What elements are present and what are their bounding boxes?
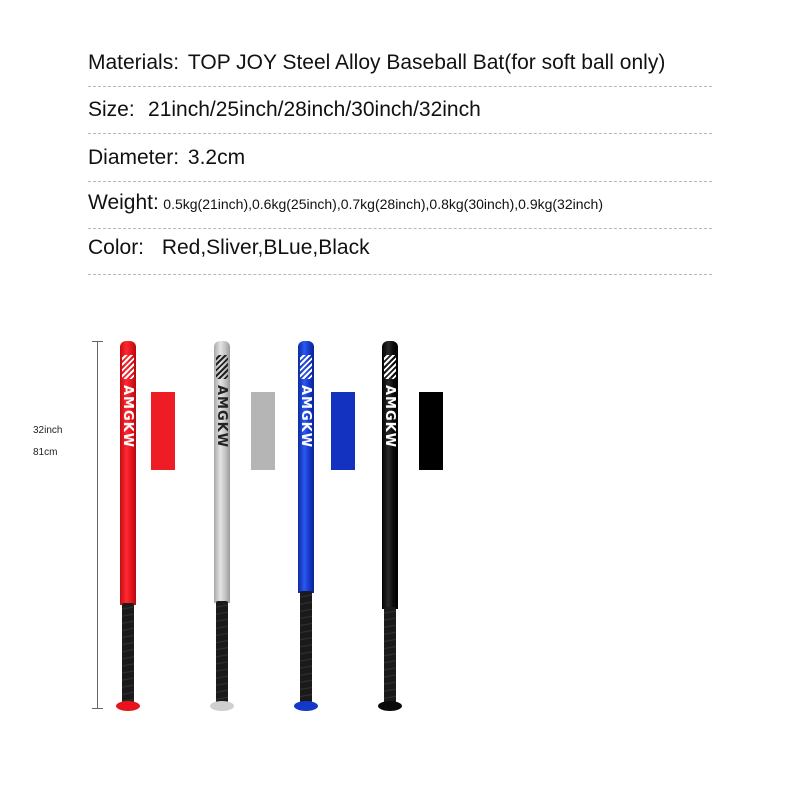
logo-stripes-icon: [300, 355, 312, 379]
bat-grip: [122, 603, 134, 703]
bat-barrel: [214, 341, 230, 603]
weight-value: 0.5kg(21inch),0.6kg(25inch),0.7kg(28inch),0.8kg(30inch),0.9kg(32inch): [163, 196, 603, 212]
bat-logo: AMGKW: [382, 385, 397, 449]
color-swatch-black: [419, 392, 443, 470]
dimension-line: [97, 341, 98, 709]
materials-label: Materials:: [88, 51, 180, 74]
spec-row-weight: [88, 188, 712, 229]
weight-label: Weight:: [88, 191, 159, 214]
spec-row-size: [88, 95, 712, 134]
logo-stripes-icon: [122, 355, 134, 379]
bat-grip: [384, 607, 396, 703]
spec-row-diameter: [88, 143, 712, 182]
spec-row-materials: [88, 48, 712, 87]
bat-knob: [294, 701, 318, 711]
materials-value: TOP JOY Steel Alloy Baseball Bat(for soft ball only): [187, 51, 666, 74]
bat-barrel: [120, 341, 136, 605]
dimension-cm-label: 81cm: [33, 447, 58, 458]
logo-stripes-icon: [216, 355, 228, 379]
bat-grip: [300, 591, 312, 703]
bat-logo: AMGKW: [120, 385, 135, 449]
size-label: Size:: [88, 98, 135, 121]
spec-row-color: [88, 233, 712, 275]
bat-grip: [216, 601, 228, 703]
logo-stripes-icon: [384, 355, 396, 379]
bat-barrel: [382, 341, 398, 609]
dimension-cap-top: [92, 341, 103, 342]
color-value: Red,Sliver,BLue,Black: [161, 236, 370, 259]
diameter-value: 3.2cm: [187, 146, 246, 169]
color-swatch-silver: [251, 392, 275, 470]
bat-logo: AMGKW: [298, 385, 313, 449]
color-swatch-red: [151, 392, 175, 470]
color-swatch-blue: [331, 392, 355, 470]
bat-knob: [116, 701, 140, 711]
color-label: Color:: [88, 236, 145, 259]
size-value: 21inch/25inch/28inch/30inch/32inch: [148, 98, 481, 121]
bat-knob: [210, 701, 234, 711]
bat-knob: [378, 701, 402, 711]
dimension-cap-bottom: [92, 708, 103, 709]
diameter-label: Diameter:: [88, 146, 180, 169]
dimension-inch-label: 32inch: [33, 425, 63, 436]
bat-logo: AMGKW: [214, 385, 229, 449]
